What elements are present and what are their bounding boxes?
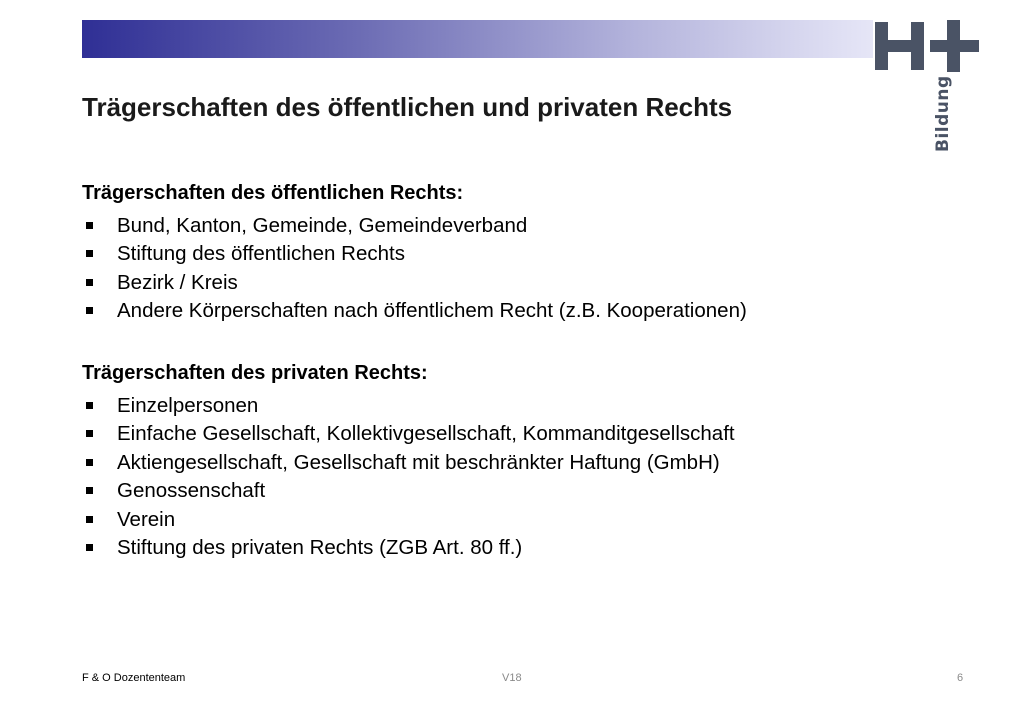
footer-page-number: 6 (957, 672, 964, 684)
list-item (82, 297, 747, 325)
list-item-text: Bezirk / Kreis (117, 270, 238, 294)
list-item (82, 392, 735, 420)
list-item (82, 269, 747, 297)
square-bullet-icon (86, 487, 93, 494)
list-item-text: Verein (117, 507, 176, 531)
list-item-text: Stiftung des öffentlichen Rechts (117, 242, 405, 266)
h-plus-logo (875, 20, 985, 160)
list-item (82, 420, 735, 448)
list-item-text: Andere Körperschaften nach öffentlichem Recht (z.B. Kooperationen) (117, 299, 747, 323)
list-item (82, 240, 747, 268)
h-plus-logo-icon (875, 20, 981, 72)
list-item (82, 506, 735, 534)
square-bullet-icon (86, 544, 93, 551)
footer-author: F & O Dozententeam (82, 672, 186, 684)
footer-version: V18 (502, 672, 522, 684)
list-item-text: Bund, Kanton, Gemeinde, Gemeindeverband (117, 214, 528, 237)
list-item-text: Einfache Gesellschaft, Kollektivgesellschaft, Kommanditgesellschaft (117, 422, 735, 446)
square-bullet-icon (86, 222, 93, 229)
square-bullet-icon (86, 279, 93, 286)
square-bullet-icon (86, 307, 93, 314)
page-title: Trägerschaften des öffentlichen und privaten Rechts (82, 92, 733, 122)
list-item-text: Genossenschaft (117, 479, 266, 503)
bullet-list (82, 392, 735, 562)
list-item-text: Aktiengesellschaft, Gesellschaft mit beschränkter Haftung (GmbH) (117, 450, 720, 474)
square-bullet-icon (86, 430, 93, 437)
bullet-list (82, 212, 747, 326)
section-heading: Trägerschaften des privaten Rechts: (82, 362, 428, 384)
list-item-text: Stiftung des privaten Rechts (ZGB Art. 80 ff.) (117, 536, 523, 560)
section-heading: Trägerschaften des öffentlichen Rechts: (82, 182, 464, 204)
list-item (82, 449, 735, 477)
list-item (82, 534, 735, 562)
square-bullet-icon (86, 402, 93, 409)
list-item (82, 212, 747, 240)
square-bullet-icon (86, 516, 93, 523)
section-private-law (82, 360, 735, 562)
list-item-text: Einzelpersonen (117, 394, 259, 417)
list-item (82, 477, 735, 505)
square-bullet-icon (86, 459, 93, 466)
square-bullet-icon (86, 250, 93, 257)
section-public-law (82, 180, 747, 326)
logo-subtitle: Bildung (933, 75, 953, 152)
header-gradient-bar (82, 20, 873, 58)
